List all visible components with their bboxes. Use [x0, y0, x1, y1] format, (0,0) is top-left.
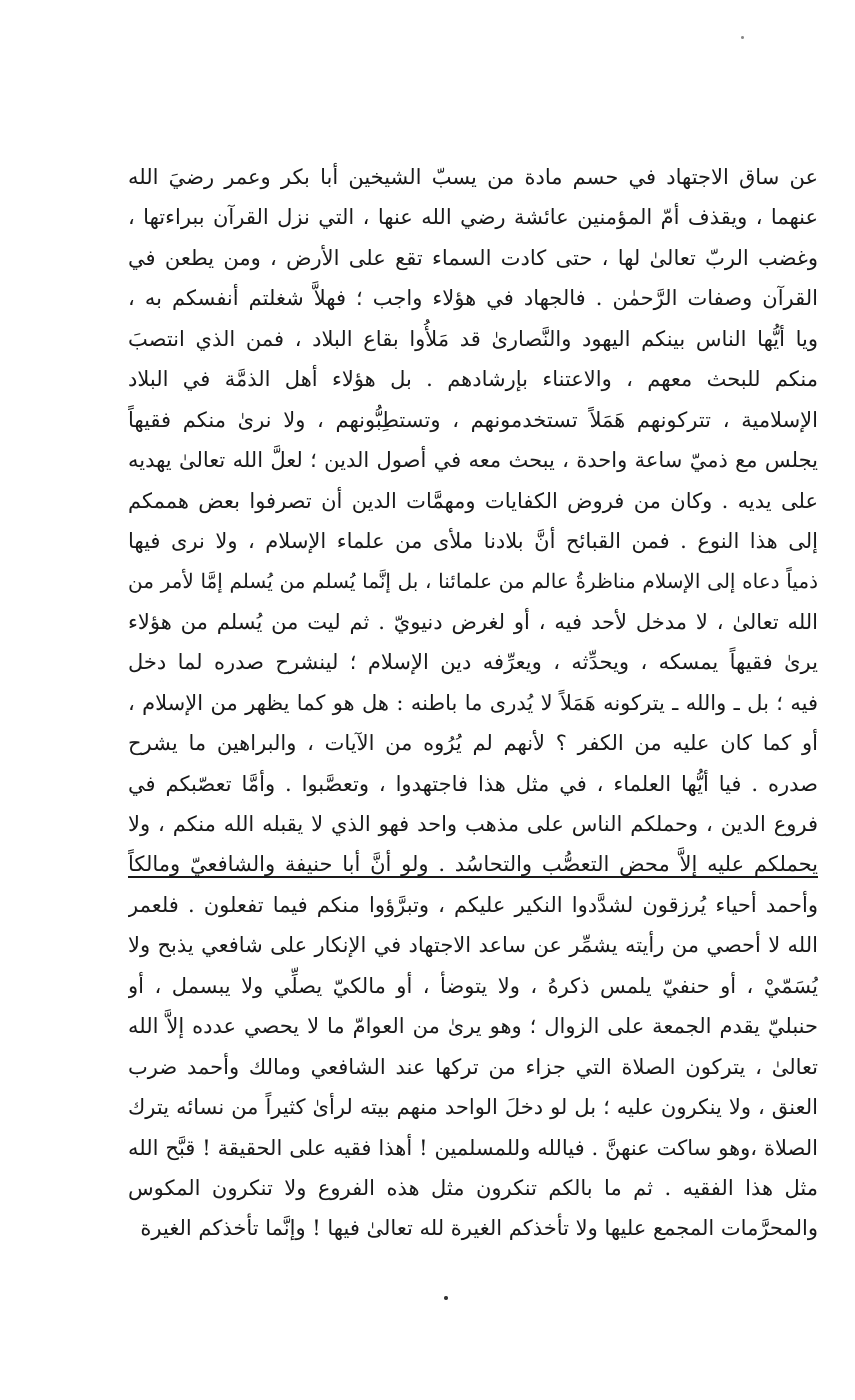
text-line: مثل هذا الفقيه . ثم ما بالكم تنكرون مثل هذه الفروع ولا تنكرون المكوس [128, 1175, 818, 1200]
text-line: وأحمد أحياء يُرزقون لشدَّدوا النكير عليكم ، وتبرَّؤوا منكم فيما تفعلون . فلعمر [128, 892, 818, 917]
text-line: وغضب الربّ تعالىٰ لها ، حتى كادت السماء تقع على الأرض ، ومن يطعن في [128, 245, 818, 270]
text-line: القرآن وصفات الرَّحمٰن . فالجهاد في هؤلاء واجب ؛ فهلاَّ شغلتم أنفسكم به ، [128, 286, 818, 311]
text-line: ذمياً دعاه إلى الإسلام مناظرةُ عالم من علمائنا ، بل إنَّما يُسلم من يُسلم إمَّا لأمر من [128, 569, 818, 594]
text-line: إلى هذا النوع . فمن القبائح أنَّ بلادنا ملأى من علماء الإسلام ، ولا نرى فيها [128, 528, 818, 553]
underlined-text-line: يحملكم عليه إلاَّ محض التعصُّب والتحاسُد . ولو أنَّ أبا حنيفة والشافعيّ ومالكاً [128, 852, 818, 877]
text-line: ويا أيُّها الناس بينكم اليهود والنَّصارىٰ قد مَلأُوا بقاع البلاد ، فمن الذي انتصبَ [128, 326, 818, 351]
text-line: العنق ، ولا ينكرون عليه ؛ بل لو دخلَ الواحد منهم بيته لرأىٰ كثيراً من نسائه يترك [128, 1095, 818, 1120]
text-line: والمحرَّمات المجمع عليها ولا تأخذكم الغيرة لله تعالىٰ فيها ! وإنَّما تأخذكم الغيرة [140, 1216, 818, 1241]
text-line: الله تعالىٰ ، لا مدخل لأحد فيه ، أو لغرض دنيويّ . ثم ليت من يُسلم من هؤلاء [128, 609, 818, 634]
text-line: يرىٰ فقيهاً يمسكه ، ويحدِّثه ، ويعرِّفه دين الإسلام ؛ لينشرح صدره لما دخل [128, 650, 818, 675]
text-line: عن ساق الاجتهاد في حسم مادة من يسبّ الشيخين أبا بكر وعمر رضيَ الله [128, 165, 818, 189]
text-line: الصلاة ،وهو ساكت عنهنَّ . فيالله وللمسلمين ! أهذا فقيه على الحقيقة ! قبَّح الله [128, 1135, 818, 1160]
text-line: تعالىٰ ، يتركون الصلاة التي جزاء من تركها عند الشافعي ومالك وأحمد ضرب [128, 1054, 818, 1079]
text-line: صدره . فيا أيُّها العلماء ، في مثل هذا فاجتهدوا ، وتعصَّبوا . وأمَّا تعصّبكم في [128, 771, 818, 796]
text-line: الله لا أحصي من رأيته يشمِّر عن ساعد الاجتهاد في الإنكار على شافعي يذبح ولا [128, 933, 818, 958]
text-line: حنبليّ يقدم الجمعة على الزوال ؛ وهو يرىٰ من العوامّ ما لا يحصي عدده إلاَّ الله [128, 1014, 818, 1039]
text-line: فيه ؛ بل ـ والله ـ يتركونه هَمَلاً لا يُدرى ما باطنه : هل هو كما يظهر من الإسلام ، [128, 690, 818, 715]
text-line: أو كما كان عليه من الكفر ؟ لأنهم لم يُرُوه من الآيات ، والبراهين ما يشرح [128, 731, 818, 756]
text-line: يُسَمّيْ ، أو حنفيّ يلمس ذكرهُ ، ولا يتوضأ ، أو مالكيّ يصلِّي ولا يبسمل ، أو [128, 973, 818, 998]
text-line: عنهما ، ويقذف أمّ المؤمنين عائشة رضي الله عنها ، التي نزل القرآن ببراءتها ، [128, 205, 818, 230]
text-line: على يديه . وكان من فروض الكفايات ومهمَّات الدين أن تصرفوا بعض هممكم [128, 488, 818, 513]
page-dot-mark [444, 1296, 448, 1300]
text-line: الإسلامية ، تتركونهم هَمَلاً تستخدمونهم ، وتستطِبُّونهم ، ولا نرىٰ منكم فقيهاً [128, 407, 818, 432]
text-line: منكم للبحث معهم ، والاعتناء بإرشادهم . بل هؤلاء أهل الذمَّة في البلاد [128, 367, 818, 392]
text-line: فروع الدين ، وحملكم الناس على مذهب واحد فهو الذي لا يقبله الله منكم ، ولا [128, 812, 818, 836]
text-line: يجلس مع ذميّ ساعة واحدة ، يبحث معه في أصول الدين ؛ لعلَّ الله تعالىٰ يهديه [128, 448, 818, 473]
arabic-text-body [128, 157, 818, 1249]
scan-speck [741, 36, 744, 39]
